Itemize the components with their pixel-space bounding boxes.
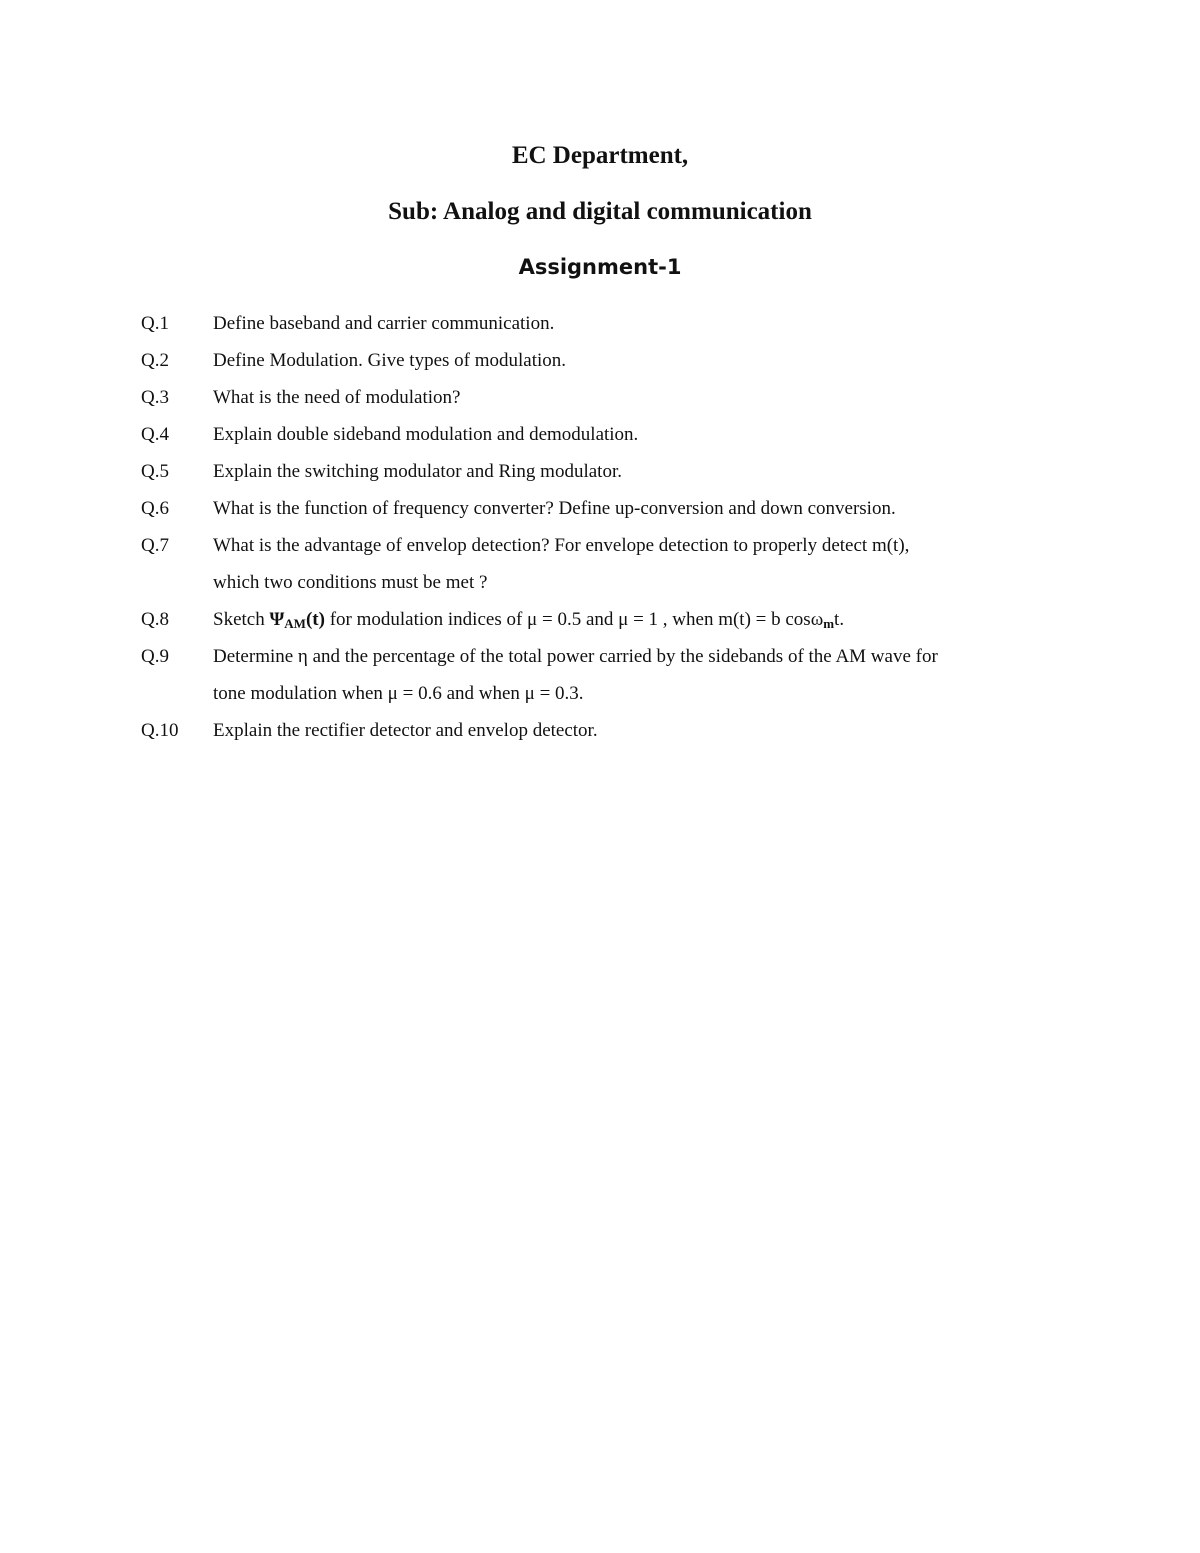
question-number: Q.8 <box>141 609 169 630</box>
question-number: Q.4 <box>141 424 169 445</box>
question-text: What is the function of frequency converter? Define up-conversion and down conversion. <box>213 498 896 519</box>
question-number: Q.1 <box>141 313 169 334</box>
question-item <box>141 416 1081 453</box>
question-item <box>141 601 1081 638</box>
question-list <box>141 305 1081 749</box>
question-item <box>141 379 1081 416</box>
question-text: Define baseband and carrier communication. <box>213 313 555 334</box>
subject-heading: Sub: Analog and digital communication <box>388 198 812 225</box>
omega-subscript: m <box>823 616 835 631</box>
question-item <box>141 638 1081 712</box>
question-text: Define Modulation. Give types of modulation. <box>213 350 567 371</box>
question-number: Q.2 <box>141 350 169 371</box>
question-item <box>141 490 1081 527</box>
question-number: Q.7 <box>141 535 169 556</box>
question-number: Q.10 <box>141 720 179 741</box>
question-text-suffix: t. <box>834 609 845 630</box>
question-text <box>213 601 1081 638</box>
question-item <box>141 342 1081 379</box>
question-item <box>141 527 1081 601</box>
question-item <box>141 712 1081 749</box>
question-text-line: What is the advantage of envelop detection? For envelope detection to properly detect m(t), <box>213 535 910 556</box>
question-item <box>141 305 1081 342</box>
question-text <box>213 638 1081 712</box>
question-text <box>213 527 1081 601</box>
question-number: Q.5 <box>141 461 169 482</box>
question-text: Explain double sideband modulation and demodulation. <box>213 424 639 445</box>
question-text: What is the need of modulation? <box>213 387 461 408</box>
question-number: Q.9 <box>141 646 169 667</box>
psi-symbol: Ψ <box>269 609 285 630</box>
question-item <box>141 453 1081 490</box>
question-text-line: tone modulation when μ = 0.6 and when μ = 0.3. <box>213 683 584 704</box>
question-text: Explain the switching modulator and Ring modulator. <box>213 461 622 482</box>
assignment-title: Assignment-1 <box>518 255 682 279</box>
psi-argument: (t) <box>305 609 325 630</box>
question-number: Q.3 <box>141 387 169 408</box>
question-text-prefix: Sketch <box>213 609 270 630</box>
question-text-line: which two conditions must be met ? <box>213 572 488 593</box>
department-heading: EC Department, <box>511 142 689 169</box>
question-text: Explain the rectifier detector and envelop detector. <box>213 720 598 741</box>
question-text-middle: for modulation indices of μ = 0.5 and μ = 1 , when m(t) = b cosω <box>324 609 824 630</box>
psi-subscript: AM <box>284 616 306 631</box>
question-text-line: Determine η and the percentage of the total power carried by the sidebands of the AM wave for <box>213 646 938 667</box>
question-number: Q.6 <box>141 498 169 519</box>
